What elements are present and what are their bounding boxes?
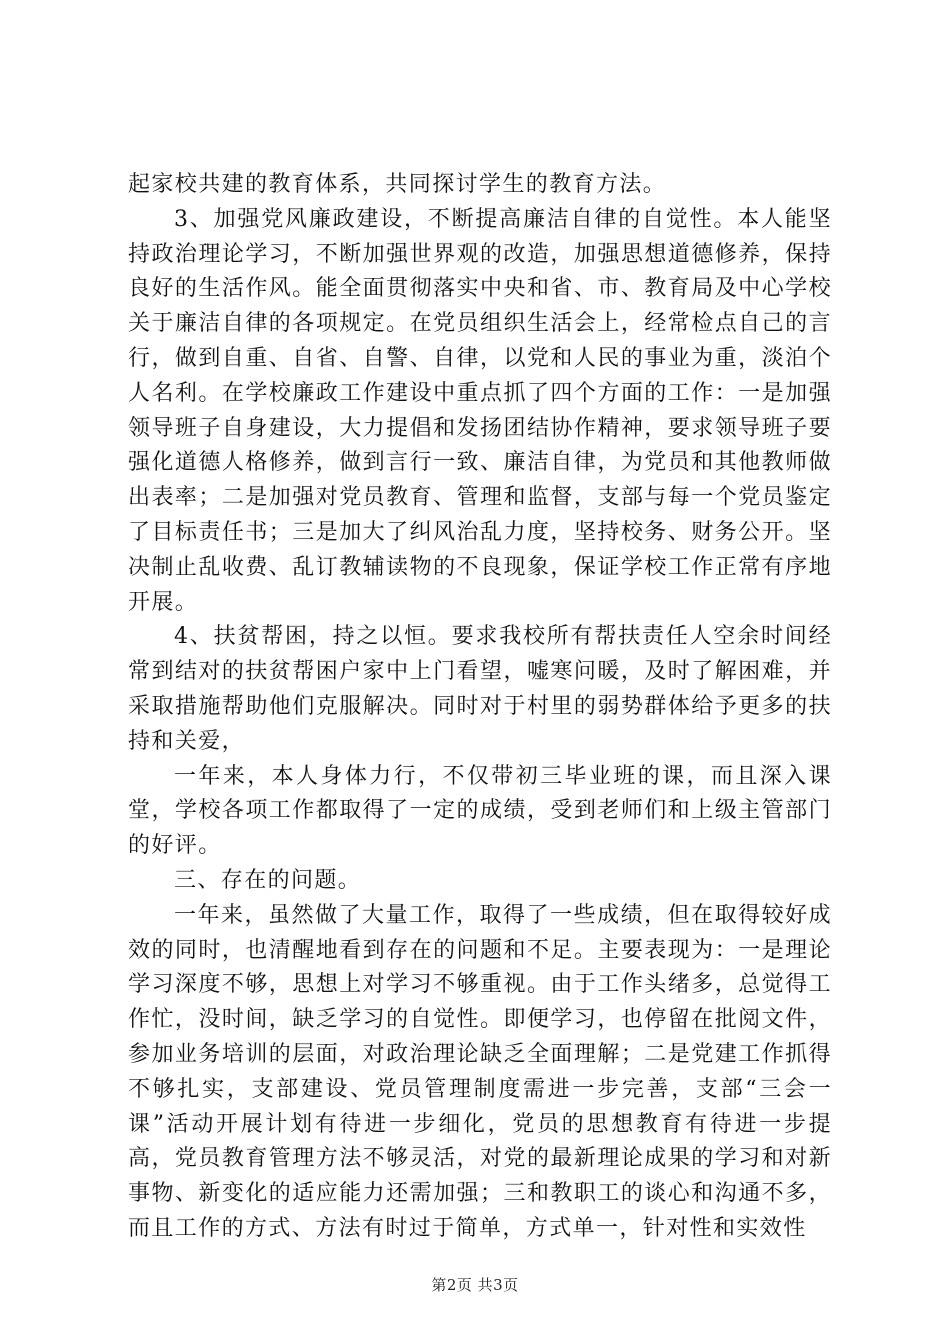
section-heading-problems: 三、存在的问题。 <box>174 867 362 893</box>
paragraph-poverty-relief: 4、扶贫帮困，持之以恒。要求我校所有帮扶责任人空余时间经常到结对的扶贫帮困户家中上门看望，嘘寒问暖，及时了解困难，并采取措施帮助他们克服解决。同时对于村里的弱势群体给予更多的扶持和关爱， <box>128 624 832 754</box>
paragraph-anti-corruption: 3、加强党风廉政建设，不断提高廉洁自律的自觉性。本人能坚持政治理论学习，不断加强世界观的改造，加强思想道德修养，保持良好的生活作风。能全面贯彻落实中央和省、市、教育局及中心学校关于廉洁自律的各项规定。在党员组织生活会上，经常检点自己的言行，做到自重、自省、自警、自律，以党和人民的事业为重，淡泊个人名利。在学校廉政工作建设中重点抓了四个方面的工作：一是加强领导班子自身建设，大力提倡和发扬团结协作精神，要求领导班子要强化道德人格修养，做到言行一致、廉洁自律，为党员和其他教师做出表率；二是加强对党员教育、管理和监督，支部与每一个党员鉴定了目标责任书；三是加大了纠风治乱力度，坚持校务、财务公开。坚决制止乱收费、乱订教辅读物的不良现象，保证学校工作正常有序地开展。 <box>128 206 832 615</box>
paragraph-problems: 一年来，虽然做了大量工作，取得了一些成绩，但在取得较好成效的同时，也清醒地看到存在的问题和不足。主要表现为：一是理论学习深度不够，思想上对学习不够重视。由于工作头绪多，总觉得工作忙，没时间，缺乏学习的自觉性。即便学习，也停留在批阅文件，参加业务培训的层面，对政治理论缺乏全面理解；二是党建工作抓得不够扎实，支部建设、党员管理制度需进一步完善，支部“三会一课”活动开展计划有待进一步细化，党员的思想教育有待进一步提高，党员教育管理方法不够灵活，对党的最新理论成果的学习和对新事物、新变化的适应能力还需加强；三和教职工的谈心和沟通不多，而且工作的方式、方法有时过于简单，方式单一，针对性和实效性 <box>128 902 832 1241</box>
page-number-footer: 第2页 共3页 <box>431 1276 519 1294</box>
paragraph-year-summary: 一年来，本人身体力行，不仅带初三毕业班的课，而且深入课堂，学校各项工作都取得了一定的成绩，受到老师们和上级主管部门的好评。 <box>128 763 832 859</box>
paragraph-continuation: 起家校共建的教育体系，共同探讨学生的教育方法。 <box>128 172 667 197</box>
document-body <box>128 168 832 1247</box>
